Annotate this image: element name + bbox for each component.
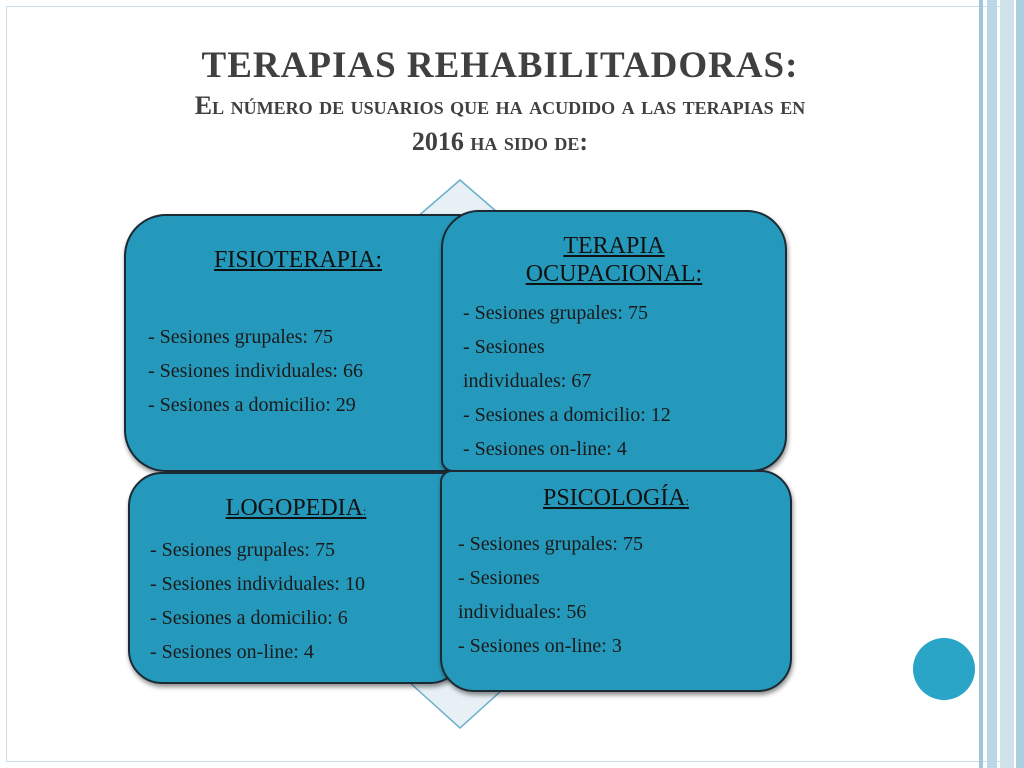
card-heading-line: TERAPIA	[563, 233, 665, 259]
title-subtitle-line-1: El número de usuarios que ha acudido a las terapias en	[194, 91, 806, 120]
card-fisioterapia	[124, 214, 472, 472]
card-lines	[126, 320, 470, 422]
card-heading: FISIOTERAPIA:	[213, 247, 382, 273]
card-line: - Sesiones grupales: 75	[148, 326, 333, 348]
card-line: - Sesiones	[458, 567, 540, 589]
card-line: - Sesiones on-line: 4	[463, 438, 627, 460]
card-line: - Sesiones grupales: 75	[150, 539, 335, 561]
card-heading	[442, 484, 790, 515]
card-line: - Sesiones grupales: 75	[463, 302, 648, 324]
card-line: - Sesiones a domicilio: 12	[463, 404, 671, 426]
decorative-circle	[913, 638, 975, 700]
card-line: individuales: 67	[463, 370, 592, 392]
card-heading-suffix: :	[362, 504, 367, 518]
card-line: - Sesiones	[463, 336, 545, 358]
card-psicologia	[440, 470, 792, 692]
card-line: - Sesiones grupales: 75	[458, 533, 643, 555]
card-heading-text: LOGOPEDIA	[225, 495, 363, 521]
card-heading-suffix: :	[685, 494, 690, 508]
card-heading-line: OCUPACIONAL:	[525, 261, 703, 287]
card-lines	[443, 296, 785, 466]
card-lines	[442, 527, 790, 663]
card-line: - Sesiones on-line: 4	[150, 641, 314, 663]
card-line: - Sesiones on-line: 3	[458, 635, 622, 657]
card-lines	[130, 533, 462, 669]
card-logopedia	[128, 472, 464, 684]
card-line: - Sesiones a domicilio: 29	[148, 394, 356, 416]
card-terapia-ocupacional	[441, 210, 787, 472]
card-heading	[443, 232, 785, 288]
card-heading-text: PSICOLOGÍA	[542, 485, 686, 511]
card-heading	[130, 494, 462, 525]
card-line: - Sesiones individuales: 66	[148, 360, 363, 382]
card-line: individuales: 56	[458, 601, 587, 623]
title-main: TERAPIAS REHABILITADORAS:	[201, 45, 799, 86]
card-line: - Sesiones individuales: 10	[150, 573, 365, 595]
title-subtitle-line-2: 2016 ha sido de:	[411, 127, 589, 156]
card-line: - Sesiones a domicilio: 6	[150, 607, 348, 629]
